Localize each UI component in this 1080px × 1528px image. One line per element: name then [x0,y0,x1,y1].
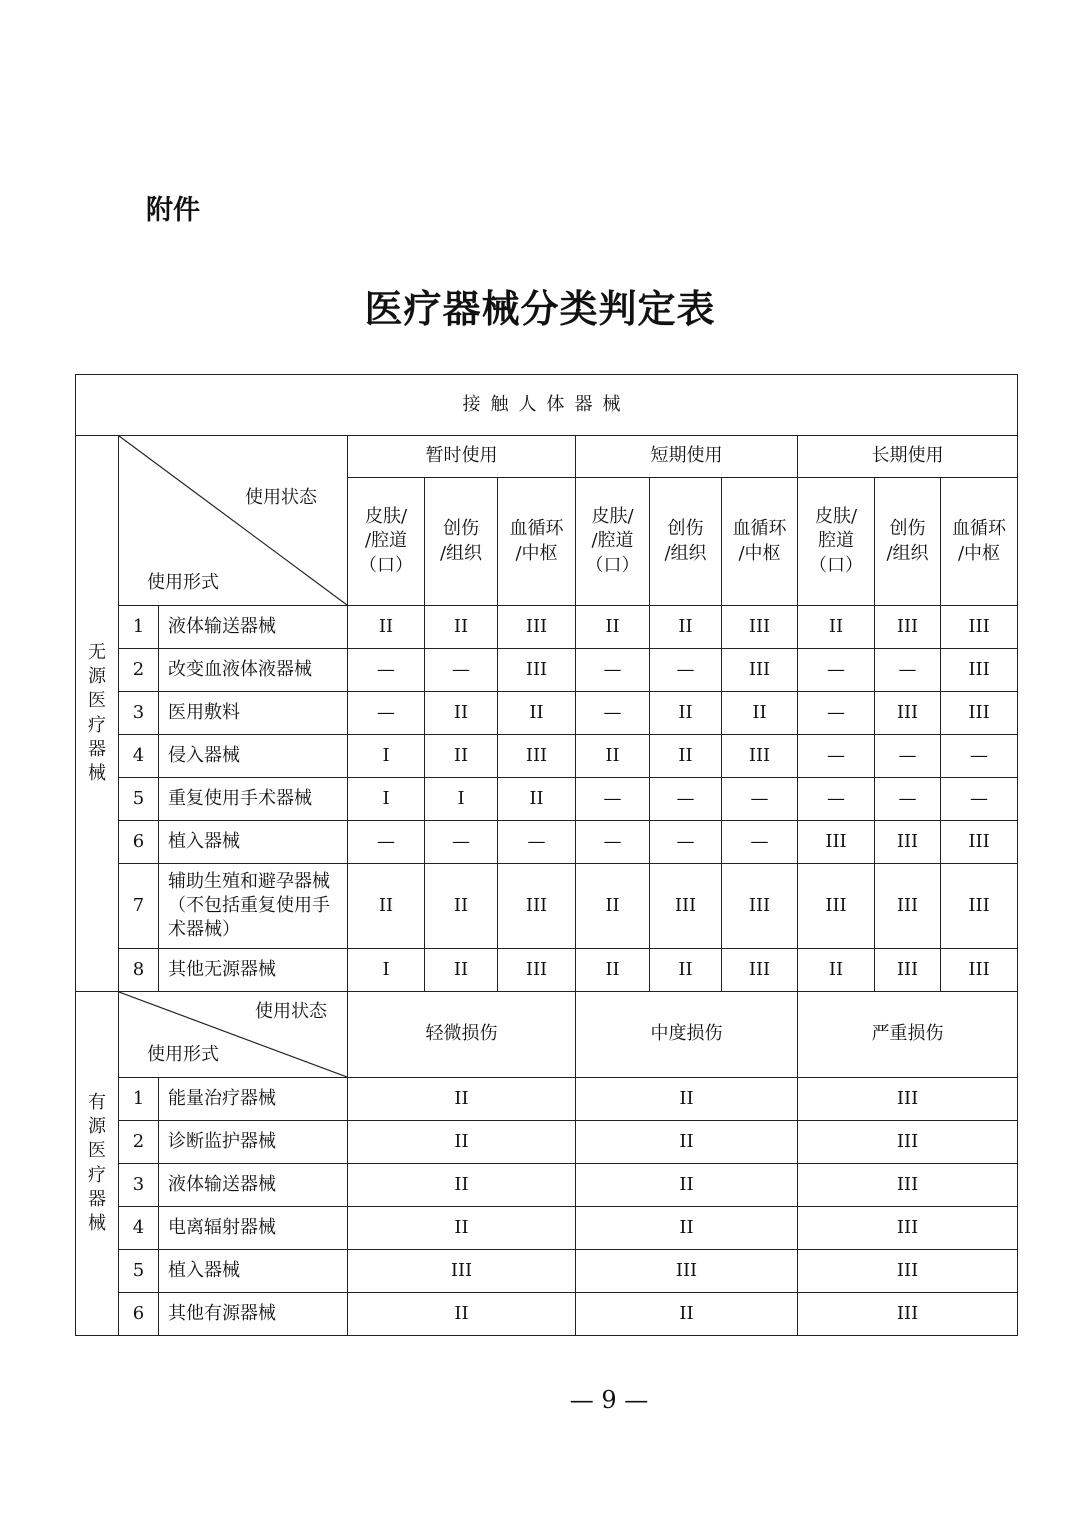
class-cell: II [425,606,498,649]
row-number: 5 [119,778,159,821]
class-cell: III [498,649,576,692]
class-cell: — [941,735,1018,778]
class-cell: II [425,864,498,949]
class-cell: III [798,1078,1018,1121]
class-cell: III [798,821,875,864]
contact-header-line: /组织 [439,542,483,564]
class-cell: II [650,735,722,778]
duration-header: 暂时使用 [348,436,576,478]
class-cell: II [498,778,576,821]
class-cell: III [498,735,576,778]
page-number: — 9 — [569,1386,649,1414]
class-cell: II [348,1078,576,1121]
row-number: 1 [119,1078,159,1121]
class-cell: III [498,864,576,949]
row-number: 2 [119,1121,159,1164]
passive-row [76,949,1018,992]
contact-header-line: 血循环 [509,518,564,540]
active-category-label: 有 源 医 疗 器 械 [76,992,119,1336]
class-cell: III [798,1207,1018,1250]
contact-header-line: /中枢 [515,542,558,564]
contact-header [498,478,576,606]
class-cell: II [425,692,498,735]
class-cell: III [875,692,941,735]
row-number: 2 [119,649,159,692]
device-name: 其他有源器械 [159,1293,348,1336]
device-name: 植入器械 [159,821,348,864]
row-number: 4 [119,735,159,778]
class-cell: III [941,864,1018,949]
contact-header [348,478,425,606]
device-name: 侵入器械 [159,735,348,778]
classification-table [75,374,1018,1336]
class-cell: — [425,821,498,864]
class-cell: — [798,692,875,735]
active-row [76,1078,1018,1121]
passive-row [76,692,1018,735]
contact-header-line: （口） [585,554,640,576]
class-cell: III [941,692,1018,735]
contact-header-line: 创伤 [667,518,704,540]
class-cell: I [348,735,425,778]
contact-header [650,478,722,606]
device-name: 诊断监护器械 [159,1121,348,1164]
form-label: 使用形式 [147,1043,219,1065]
passive-row [76,649,1018,692]
class-cell: — [650,778,722,821]
contact-header-line: 血循环 [732,518,787,540]
class-cell: III [941,649,1018,692]
passive-row [76,864,1018,949]
class-cell: — [941,778,1018,821]
class-cell: — [498,821,576,864]
duration-header: 短期使用 [576,436,798,478]
row-number: 3 [119,1164,159,1207]
contact-header [875,478,941,606]
class-cell: — [576,778,650,821]
contact-header-line: 皮肤/ [814,506,858,528]
contact-header-line: /组织 [886,542,929,564]
class-cell: — [798,778,875,821]
class-cell: II [576,1121,798,1164]
duration-header: 长期使用 [798,436,1018,478]
class-cell: II [650,949,722,992]
class-cell: — [875,778,941,821]
class-cell: II [425,949,498,992]
class-cell: III [875,864,941,949]
class-cell: III [798,1250,1018,1293]
class-cell: II [348,1207,576,1250]
device-name: 电离辐射器械 [159,1207,348,1250]
state-label: 使用状态 [245,487,317,508]
class-cell: III [875,606,941,649]
class-cell: I [348,949,425,992]
contact-header [798,478,875,606]
class-cell: III [798,1293,1018,1336]
class-cell: II [576,1078,798,1121]
contact-header [576,478,650,606]
device-name: 改变血液体液器械 [159,649,348,692]
class-cell: III [941,606,1018,649]
device-name: 植入器械 [159,1250,348,1293]
contact-header-line: /中枢 [738,542,781,564]
class-cell: II [650,606,722,649]
class-cell: — [798,649,875,692]
active-row [76,1293,1018,1336]
class-cell: II [576,1207,798,1250]
active-header-row [76,992,1018,1078]
row-number: 5 [119,1250,159,1293]
class-cell: — [798,735,875,778]
class-cell: II [348,1164,576,1207]
state-label: 使用状态 [255,1001,327,1022]
class-cell: — [425,649,498,692]
class-cell: II [348,864,425,949]
class-cell: III [875,949,941,992]
class-cell: III [875,821,941,864]
contact-header [941,478,1018,606]
passive-row [76,778,1018,821]
class-cell: III [798,1164,1018,1207]
row-number: 6 [119,821,159,864]
passive-category-label: 无 源 医 疗 器 械 [76,436,119,992]
class-cell: III [941,821,1018,864]
contact-header-line: 皮肤/ [591,506,634,528]
contact-header-line: 腔道 [818,530,854,552]
class-cell: III [498,606,576,649]
class-cell: II [348,1121,576,1164]
class-cell: — [650,821,722,864]
device-name: 医用敷料 [159,692,348,735]
class-cell: III [498,949,576,992]
class-cell: — [348,649,425,692]
contact-header [722,478,798,606]
row-number: 7 [119,864,159,949]
contact-header-line: 血循环 [952,518,1007,540]
class-cell: II [650,692,722,735]
passive-row [76,735,1018,778]
active-row [76,1121,1018,1164]
active-row [76,1207,1018,1250]
class-cell: — [650,649,722,692]
class-cell: II [348,1293,576,1336]
contact-header-line: /组织 [664,542,707,564]
class-cell: III [722,606,798,649]
class-cell: III [722,735,798,778]
class-cell: III [348,1250,576,1293]
class-cell: — [348,692,425,735]
class-cell: II [722,692,798,735]
class-cell: II [576,864,650,949]
class-cell: I [348,778,425,821]
class-cell: II [576,606,650,649]
contact-header-line: /中枢 [957,542,1001,564]
row-number: 4 [119,1207,159,1250]
row-number: 1 [119,606,159,649]
class-cell: III [798,864,875,949]
class-cell: III [650,864,722,949]
device-name: 重复使用手术器械 [159,778,348,821]
class-cell: III [722,864,798,949]
row-number: 3 [119,692,159,735]
form-label: 使用形式 [147,571,219,593]
class-cell: II [798,606,875,649]
device-name: 其他无源器械 [159,949,348,992]
contact-header [425,478,498,606]
class-cell: II [576,1293,798,1336]
device-name: 能量治疗器械 [159,1078,348,1121]
contact-header-line: /腔道 [591,530,634,552]
contact-header-line: 创伤 [443,518,479,540]
row-number: 6 [119,1293,159,1336]
class-cell: — [875,735,941,778]
class-cell: II [798,949,875,992]
active-row [76,1164,1018,1207]
class-cell: — [576,821,650,864]
contact-header-line: （口） [359,554,413,576]
class-cell: — [576,692,650,735]
device-name: 液体输送器械 [159,606,348,649]
class-cell: — [722,821,798,864]
class-cell: II [576,949,650,992]
contact-header-line: （口） [809,554,863,576]
severity-header: 轻微损伤 [348,992,576,1078]
class-cell: II [425,735,498,778]
class-cell: II [576,1164,798,1207]
class-cell: III [576,1250,798,1293]
contact-header-line: /腔道 [364,530,408,552]
class-cell: III [798,1121,1018,1164]
severity-header: 严重损伤 [798,992,1018,1078]
row-number: 8 [119,949,159,992]
severity-header: 中度损伤 [576,992,798,1078]
document-title: 医疗器械分类判定表 [364,287,716,331]
device-name: 液体输送器械 [159,1164,348,1207]
class-cell: II [576,735,650,778]
table-banner: 接触人体器械 [76,375,1018,436]
contact-header-line: 创伤 [889,518,926,540]
attachment-label: 附件 [146,195,200,226]
class-cell: III [941,949,1018,992]
class-cell: II [498,692,576,735]
passive-diagonal-header [119,436,348,606]
active-diagonal-header [119,992,348,1078]
class-cell: III [722,649,798,692]
class-cell: — [348,821,425,864]
passive-row [76,606,1018,649]
class-cell: II [348,606,425,649]
class-cell: — [875,649,941,692]
device-name: 辅助生殖和避孕器械（不包括重复使用手术器械） [159,864,348,949]
passive-row [76,821,1018,864]
active-row [76,1250,1018,1293]
class-cell: — [722,778,798,821]
class-cell: — [576,649,650,692]
contact-header-line: 皮肤/ [364,506,408,528]
class-cell: I [425,778,498,821]
class-cell: III [722,949,798,992]
